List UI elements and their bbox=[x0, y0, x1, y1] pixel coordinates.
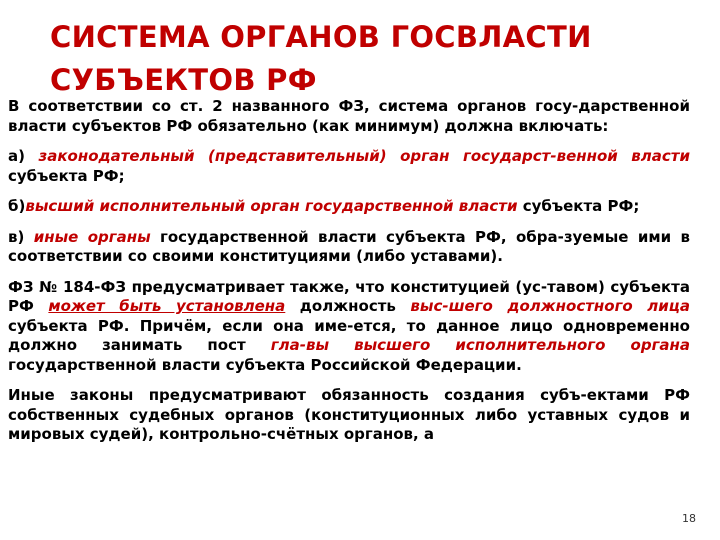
fz-184-text-1: ФЗ № 184-ФЗ предусматривает также, что конституцией (ус-тавом) субъекта РФ bbox=[8, 277, 690, 315]
list-item-c-prefix: в) bbox=[8, 227, 34, 246]
fz-184-highlight-2: выс-шего должностного лица bbox=[410, 297, 690, 315]
list-item-a-text: субъекта РФ; bbox=[8, 166, 125, 185]
page-number: 18 bbox=[682, 512, 696, 525]
fz-184-highlight-1: может быть установлена bbox=[48, 297, 286, 315]
slide-title: СИСТЕМА ОРГАНОВ ГОСВЛАСТИ СУБЪЕКТОВ РФ bbox=[50, 20, 592, 97]
other-laws-paragraph bbox=[8, 386, 690, 445]
list-item-b-highlight: высший исполнительный орган государственной власти bbox=[25, 197, 518, 215]
list-item-b-prefix: б) bbox=[8, 197, 26, 215]
fz-184-text-3: субъекта РФ. Причём, если она име-ется, то данное лицо одновременно должно занимать пост bbox=[8, 316, 690, 354]
list-item-c-text: государственной власти субъекта РФ, обра-зуемые ими в соответствии со своими конституциями (либо уставами). bbox=[8, 227, 690, 265]
intro-paragraph bbox=[8, 97, 690, 136]
list-item-a-prefix: а) bbox=[8, 147, 39, 165]
list-item-b-text: субъекта РФ; bbox=[517, 197, 640, 215]
list-item-a bbox=[8, 147, 690, 186]
fz-184-paragraph bbox=[8, 278, 690, 376]
intro-text: В соответствии со ст. 2 названного ФЗ, система органов госу-дарственной власти субъектов РФ обязательно (как минимум) должна включать: bbox=[8, 97, 690, 135]
other-laws-text: Иные законы предусматривают обязанность создания субъ-ектами РФ собственных судебных органов (конституционных либо уставных судов и мировых судей), контрольно-счётных органов, а bbox=[8, 386, 690, 443]
fz-184-highlight-3: гла-вы высшего исполнительного органа bbox=[270, 336, 691, 354]
list-item-a-highlight: законодательный (представительный) орган государст-венной власти bbox=[38, 147, 690, 165]
list-item-b bbox=[8, 197, 690, 217]
fz-184-text-2: должность bbox=[285, 297, 411, 315]
list-item-c-highlight: иные органы bbox=[33, 227, 151, 246]
list-item-c bbox=[8, 228, 690, 267]
fz-184-text-4: государственной власти субъекта Российской Федерации. bbox=[8, 355, 522, 374]
slide-body bbox=[8, 97, 690, 456]
